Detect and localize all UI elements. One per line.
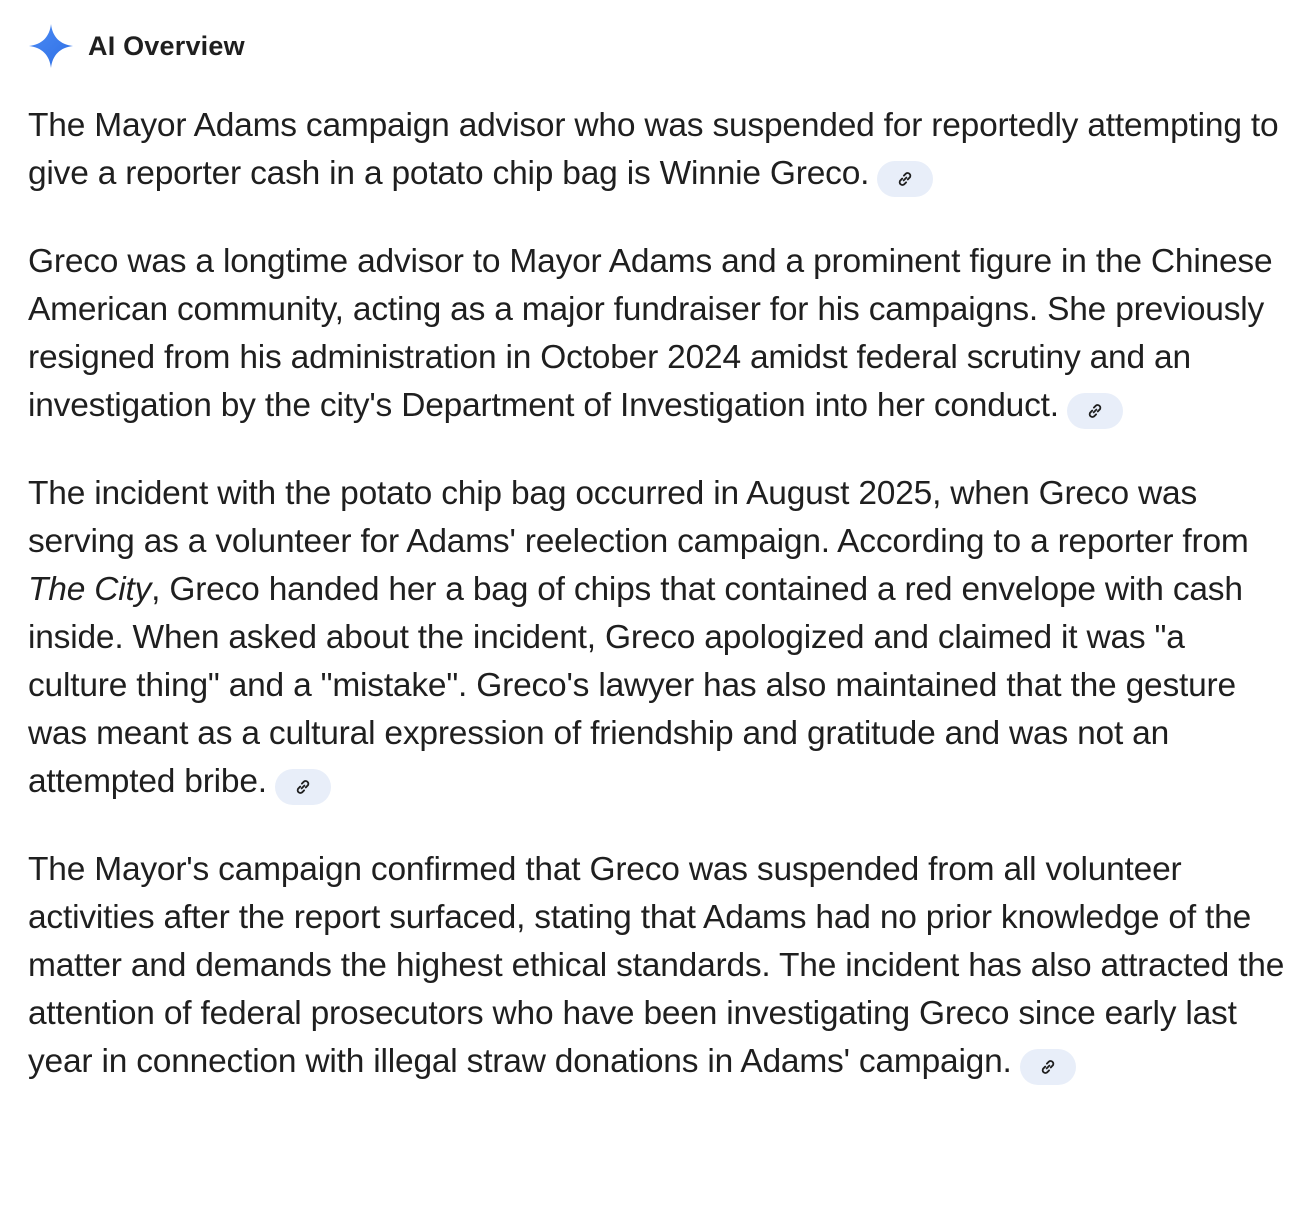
citation-link-button[interactable]	[1020, 1049, 1076, 1085]
paragraph-text: The Mayor Adams campaign advisor who was suspended for reportedly attempting to give a reporter cash in a potato chip bag is Winnie Greco.	[28, 107, 1279, 192]
citation-link-button[interactable]	[275, 769, 331, 805]
sparkle-icon	[28, 23, 74, 69]
paragraph-text: The Mayor's campaign confirmed that Greco was suspended from all volunteer activities after the report surfaced, stating that Adams had no prior knowledge of the matter and demands the highest ethical standards. The incident has also attracted the attention of federal prosecutors who have been investigating Greco since early last year in connection with illegal straw donations in Adams' campaign.	[28, 851, 1285, 1080]
link-icon	[292, 776, 314, 798]
link-icon	[894, 168, 916, 190]
publication-name: The City	[28, 571, 152, 608]
paragraph-text: The incident with the potato chip bag occurred in August 2025, when Greco was serving as a volunteer for Adams' reelection campaign. According to a reporter from	[28, 475, 1249, 560]
link-icon	[1037, 1056, 1059, 1078]
link-icon	[1084, 400, 1106, 422]
overview-paragraph-3	[28, 470, 1290, 806]
paragraph-text: , Greco handed her a bag of chips that contained a red envelope with cash inside. When asked about the incident, Greco apologized and claimed it was "a culture thing" and a "mistake". Greco's lawyer has also maintained that the gesture was meant as a cultural expression of friendship and gratitude and was not an attempted bribe.	[28, 571, 1243, 800]
paragraph-text: Greco was a longtime advisor to Mayor Adams and a prominent figure in the Chinese American community, acting as a major fundraiser for his campaigns. She previously resigned from his administration in October 2024 amidst federal scrutiny and an investigation by the city's Department of Investigation into her conduct.	[28, 243, 1273, 424]
overview-content	[28, 102, 1290, 1126]
overview-paragraph-2	[28, 238, 1290, 430]
ai-overview-header	[28, 24, 245, 68]
overview-paragraph-4	[28, 846, 1290, 1086]
citation-link-button[interactable]	[877, 161, 933, 197]
citation-link-button[interactable]	[1067, 393, 1123, 429]
overview-paragraph-1	[28, 102, 1290, 198]
ai-overview-title: AI Overview	[88, 30, 245, 61]
